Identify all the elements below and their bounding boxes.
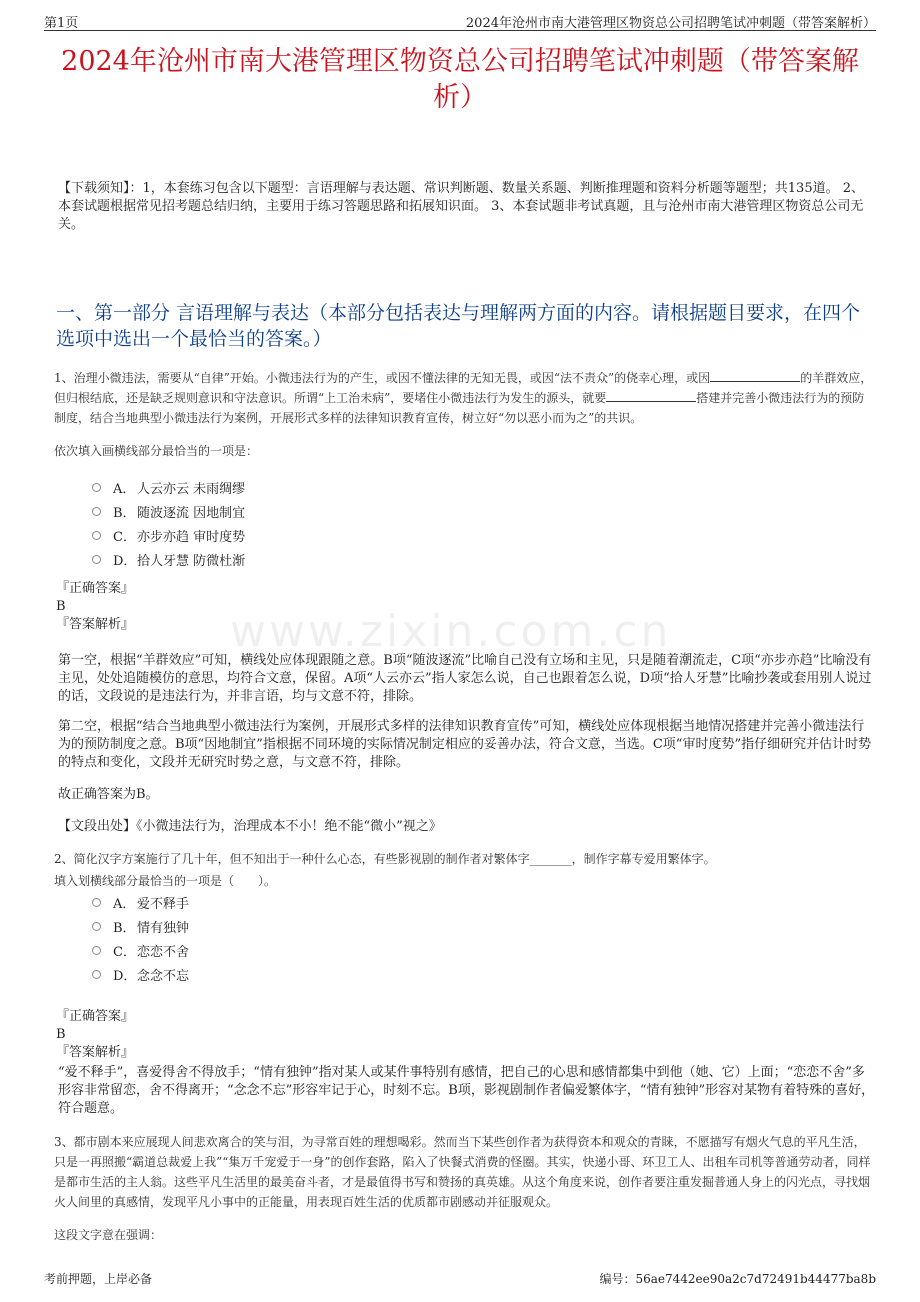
question-2-text: 2、简化汉字方案施行了几十年，但不知出于一种什么心态，有些影视剧的制作者对繁体字_______，制作字幕专爱用繁体字。	[54, 852, 716, 866]
header-doc-title: 2024年沧州市南大港管理区物资总公司招聘笔试冲刺题（带答案解析）	[465, 16, 876, 31]
radio-icon[interactable]	[92, 555, 101, 564]
answer-value: B	[56, 1027, 66, 1042]
option-a[interactable]: A． 人云亦云 未雨绸缪	[92, 475, 245, 499]
analysis-label: 『答案解析』	[56, 617, 135, 632]
radio-icon[interactable]	[92, 531, 101, 540]
answer-label: 『正确答案』	[56, 581, 135, 596]
page-number: 第1页	[44, 16, 79, 31]
answer-value: B	[56, 599, 66, 614]
radio-icon[interactable]	[92, 507, 101, 516]
radio-icon[interactable]	[92, 898, 101, 907]
radio-icon[interactable]	[92, 970, 101, 979]
radio-icon[interactable]	[92, 922, 101, 931]
answer-label: 『正确答案』	[56, 1009, 135, 1024]
question-1-answer-block	[56, 580, 876, 634]
question-2-analysis: “爱不释手”，喜爱得舍不得放手；“情有独钟”指对某人或某件事特别有感情，把自己的心思和感情都集中到他（她、它）上面；“恋恋不舍”多形容非常留恋，舍不得离开；“念念不忘”形容牢记于心，时刻不忘。B项，影视剧制作者偏爱繁体字，“情有独钟”形容对某物有着特殊的喜好，符合题意。	[58, 1065, 875, 1116]
question-2-options	[92, 890, 189, 986]
question-3-text: 3、都市剧本来应展现人间悲欢离合的笑与泪，为寻常百姓的理想喝彩。然而当下某些创作者为获得资本和观众的青睐，不愿描写有烟火气息的平凡生活，只是一再照搬“霸道总裁爱上我”“集万千宠爱于一身”的创作套路，陷入了快餐式消费的怪圈。其实，快递小哥、环卫工人、出租车司机等普通劳动者，同样是都市生活的主人翁。这些平凡生活里的最美奋斗者，才是最值得书写和赞扬的真英雄。从这个角度来说，创作者要注重发掘普通人身上的闪光点，寻找烟火人间里的真感情，发现平凡小事中的正能量，用表现百姓生活的优质都市剧感动并征服观众。	[54, 1135, 871, 1209]
page-header	[44, 10, 876, 31]
question-1-prompt: 依次填入画横线部分最恰当的一项是：	[54, 444, 259, 458]
question-1-analysis-1: 第一空，根据“羊群效应”可知，横线处应体现跟随之意。B项“随波逐流”比喻自己没有立场和主见，只是随着潮流走，C项“亦步亦趋”比喻没有主见，处处追随模仿的意思，均符合文意，保留。A项“人云亦云”指人家怎么说，自己也跟着怎么说，D项“拾人牙慧”比喻抄袭或套用别人说过的话，文段说的是违法行为，并非言语，均与文意不符，排除。	[58, 653, 872, 704]
radio-icon[interactable]	[92, 946, 101, 955]
footer-id: 编号：56ae7442ee90a2c7d72491b44477ba8b	[599, 1272, 876, 1286]
question-1-text: 1、治理小微违法，需要从“自律”开始。小微违法行为的产生，或因不懂法律的无知无畏，或因“法不责众”的侥幸心理，或因 的羊群效应，但归根结底，还是缺乏规则意识和守法意识。所谓“上工治未病”，要堵住小微违法行为发生的源头，就要 搭建并完善小微违法行为的预防制度，结合当地典型小微违法行为案例，开展形式多样的法律知识教育宣传，树立好“勿以恶小而为之”的共识。	[54, 371, 873, 425]
question-1-options	[92, 475, 245, 571]
section-heading: 一、第一部分 言语理解与表达（本部分包括表达与理解两方面的内容。请根据题目要求，在四个选项中选出一个最恰当的答案。）	[56, 302, 861, 350]
footer-left: 考前押题，上岸必备	[44, 1272, 153, 1286]
page-footer	[44, 1270, 876, 1287]
question-2-answer-block	[56, 1008, 876, 1062]
option-c[interactable]: C． 恋恋不舍	[92, 938, 189, 962]
radio-icon[interactable]	[92, 483, 101, 492]
option-d[interactable]: D． 拾人牙慧 防微杜渐	[92, 547, 245, 571]
option-a[interactable]: A． 爱不释手	[92, 890, 189, 914]
question-3-prompt: 这段文字意在强调：	[54, 1228, 163, 1242]
watermark: www.zixin.com.cn	[230, 606, 672, 657]
download-notice: 【下载须知】：1，本套练习包含以下题型：言语理解与表达题、常识判断题、数量关系题、判断推理题和资料分析题等题型；共135道。 2、本套试题根据常见招考题总结归纳，主要用于练习答题思路和拓展知识面。 3、本套试题非考试真题，且与沧州市南大港管理区物资总公司无关。	[58, 181, 864, 232]
option-b[interactable]: B． 情有独钟	[92, 914, 189, 938]
option-c[interactable]: C． 亦步亦趋 审时度势	[92, 523, 245, 547]
option-b[interactable]: B． 随波逐流 因地制宜	[92, 499, 245, 523]
question-2-prompt: 填入划横线部分最恰当的一项是（ ）。	[54, 874, 277, 888]
page-title: 2024年沧州市南大港管理区物资总公司招聘笔试冲刺题（带答案解析）	[61, 46, 859, 113]
question-1-analysis-2: 第二空，根据“结合当地典型小微违法行为案例，开展形式多样的法律知识教育宣传”可知，横线处应体现根据当地情况搭建并完善小微违法行为的预防制度之意。B项“因地制宜”指根据不同环境的实际情况制定相应的妥善办法，符合文意，当选。C项“审时度势”指仔细研究并估计时势的特点和变化，文段并无研究时势之意，与文意不符，排除。	[58, 719, 872, 770]
answer-blank	[710, 381, 800, 382]
analysis-label: 『答案解析』	[56, 1045, 135, 1060]
question-1-source: 【文段出处】《小微违法行为，治理成本不小！绝不能“微小”视之》	[58, 819, 442, 834]
option-d[interactable]: D． 念念不忘	[92, 962, 189, 986]
question-1-conclusion: 故正确答案为B。	[58, 787, 159, 802]
answer-blank	[606, 401, 696, 402]
